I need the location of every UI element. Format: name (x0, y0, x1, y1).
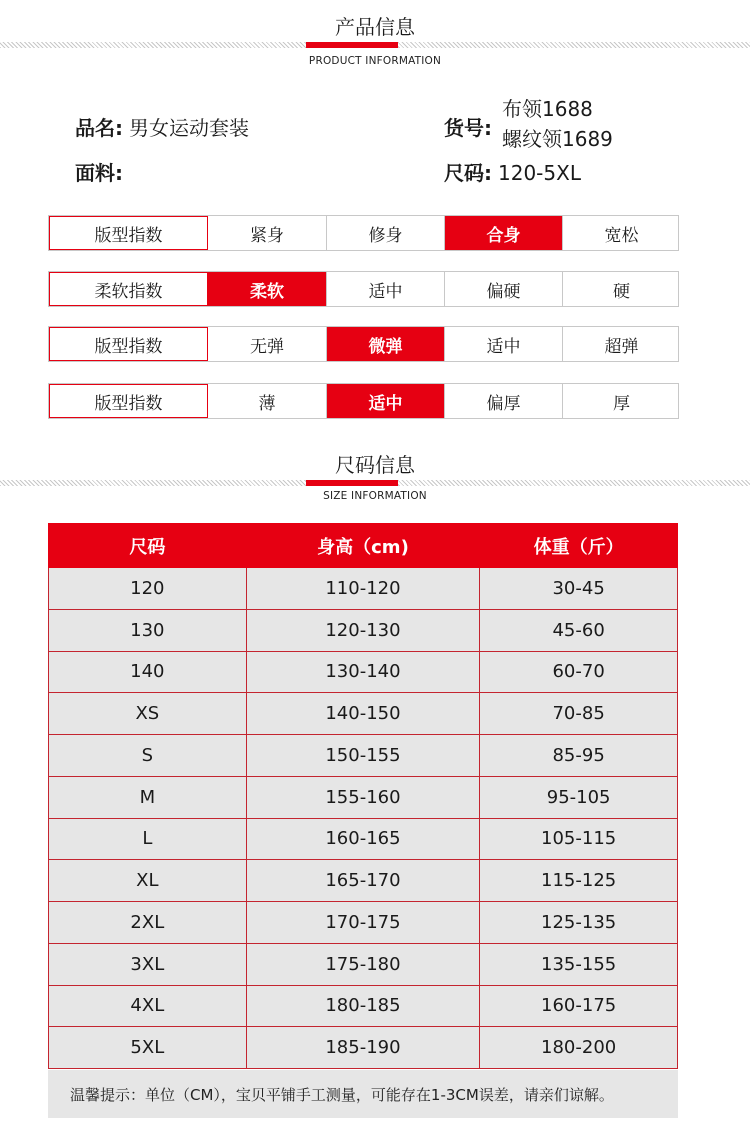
table-row (49, 818, 678, 860)
size-range-field (444, 157, 581, 186)
cell-size: S (49, 735, 247, 777)
cell-height: 180-185 (246, 985, 480, 1027)
cell-height: 150-155 (246, 735, 480, 777)
index-option: 薄 (258, 393, 276, 414)
cell-weight: 105-115 (480, 818, 678, 860)
index-row (48, 326, 679, 362)
index-option: 偏厚 (444, 384, 562, 418)
cell-weight: 135-155 (480, 943, 678, 985)
table-row (49, 568, 678, 610)
size-info-title: 尺码信息 (335, 453, 415, 477)
size-table (48, 523, 678, 1069)
index-row (48, 215, 679, 251)
header-weight: 体重（斤） (480, 524, 678, 568)
cell-height: 110-120 (246, 568, 480, 610)
item-no-label: 货号: (444, 116, 492, 140)
cell-height: 170-175 (246, 902, 480, 944)
cell-weight: 60-70 (480, 651, 678, 693)
header-height: 身高（cm) (246, 524, 480, 568)
index-option: 硬 (562, 272, 680, 306)
cell-size: 140 (49, 651, 247, 693)
index-option: 适中 (326, 384, 444, 418)
header-accent-bar (306, 480, 398, 486)
size-range-label: 尺码: (444, 161, 492, 185)
index-row (48, 383, 679, 419)
cell-size: 3XL (49, 943, 247, 985)
fabric-label: 面料: (75, 161, 123, 185)
cell-weight: 85-95 (480, 735, 678, 777)
product-name-label: 品名: (75, 116, 123, 140)
cell-size: 5XL (49, 1027, 247, 1069)
table-row (49, 860, 678, 902)
product-name-field (75, 112, 249, 141)
table-row (49, 693, 678, 735)
index-label: 版型指数 (49, 216, 208, 250)
index-option: 修身 (326, 216, 444, 250)
item-no-field (444, 112, 492, 141)
cell-weight: 180-200 (480, 1027, 678, 1069)
product-info-title: 产品信息 (335, 15, 415, 39)
index-option: 超弹 (562, 327, 680, 361)
index-option: 微弹 (326, 327, 444, 361)
fabric-field (75, 157, 123, 186)
header-accent-bar (306, 42, 398, 48)
product-info-subtitle: PRODUCT INFORMATION (308, 55, 442, 67)
cell-size: 120 (49, 568, 247, 610)
measurement-tip: 温馨提示：单位（CM），宝贝平铺手工测量，可能存在1-3CM误差，请亲们谅解。 (48, 1070, 678, 1118)
table-row (49, 1027, 678, 1069)
size-table-header-row (49, 524, 678, 568)
table-row (49, 985, 678, 1027)
header-size: 尺码 (49, 524, 247, 568)
table-row (49, 609, 678, 651)
table-row (49, 902, 678, 944)
cell-weight: 95-105 (480, 776, 678, 818)
cell-height: 185-190 (246, 1027, 480, 1069)
index-option: 紧身 (250, 225, 284, 246)
table-row (49, 776, 678, 818)
size-info-subtitle: SIZE INFORMATION (323, 490, 427, 502)
size-table-body (49, 568, 678, 1069)
cell-weight: 45-60 (480, 609, 678, 651)
table-row (49, 651, 678, 693)
item-no-values (502, 94, 613, 154)
cell-size: XS (49, 693, 247, 735)
cell-weight: 115-125 (480, 860, 678, 902)
index-label: 版型指数 (49, 327, 208, 361)
table-row (49, 943, 678, 985)
cell-height: 130-140 (246, 651, 480, 693)
product-name-value: 男女运动套装 (129, 116, 249, 140)
cell-size: XL (49, 860, 247, 902)
item-no-line-2: 螺纹领1689 (502, 127, 613, 151)
cell-size: L (49, 818, 247, 860)
cell-weight: 160-175 (480, 985, 678, 1027)
table-row (49, 735, 678, 777)
index-label: 版型指数 (49, 384, 208, 418)
index-option: 柔软 (208, 272, 326, 306)
index-option: 宽松 (562, 216, 680, 250)
cell-height: 140-150 (246, 693, 480, 735)
index-option: 厚 (562, 384, 680, 418)
cell-weight: 125-135 (480, 902, 678, 944)
cell-height: 160-165 (246, 818, 480, 860)
index-option: 无弹 (250, 336, 284, 357)
cell-size: 4XL (49, 985, 247, 1027)
cell-weight: 30-45 (480, 568, 678, 610)
index-label: 柔软指数 (49, 272, 208, 306)
index-option: 偏硬 (444, 272, 562, 306)
cell-height: 155-160 (246, 776, 480, 818)
cell-weight: 70-85 (480, 693, 678, 735)
size-range-value: 120-5XL (498, 161, 581, 185)
index-option: 适中 (326, 272, 444, 306)
cell-height: 175-180 (246, 943, 480, 985)
index-row (48, 271, 679, 307)
cell-size: M (49, 776, 247, 818)
cell-height: 165-170 (246, 860, 480, 902)
cell-size: 130 (49, 609, 247, 651)
index-option: 适中 (444, 327, 562, 361)
cell-height: 120-130 (246, 609, 480, 651)
index-option: 合身 (444, 216, 562, 250)
item-no-line-1: 布领1688 (502, 97, 593, 121)
cell-size: 2XL (49, 902, 247, 944)
